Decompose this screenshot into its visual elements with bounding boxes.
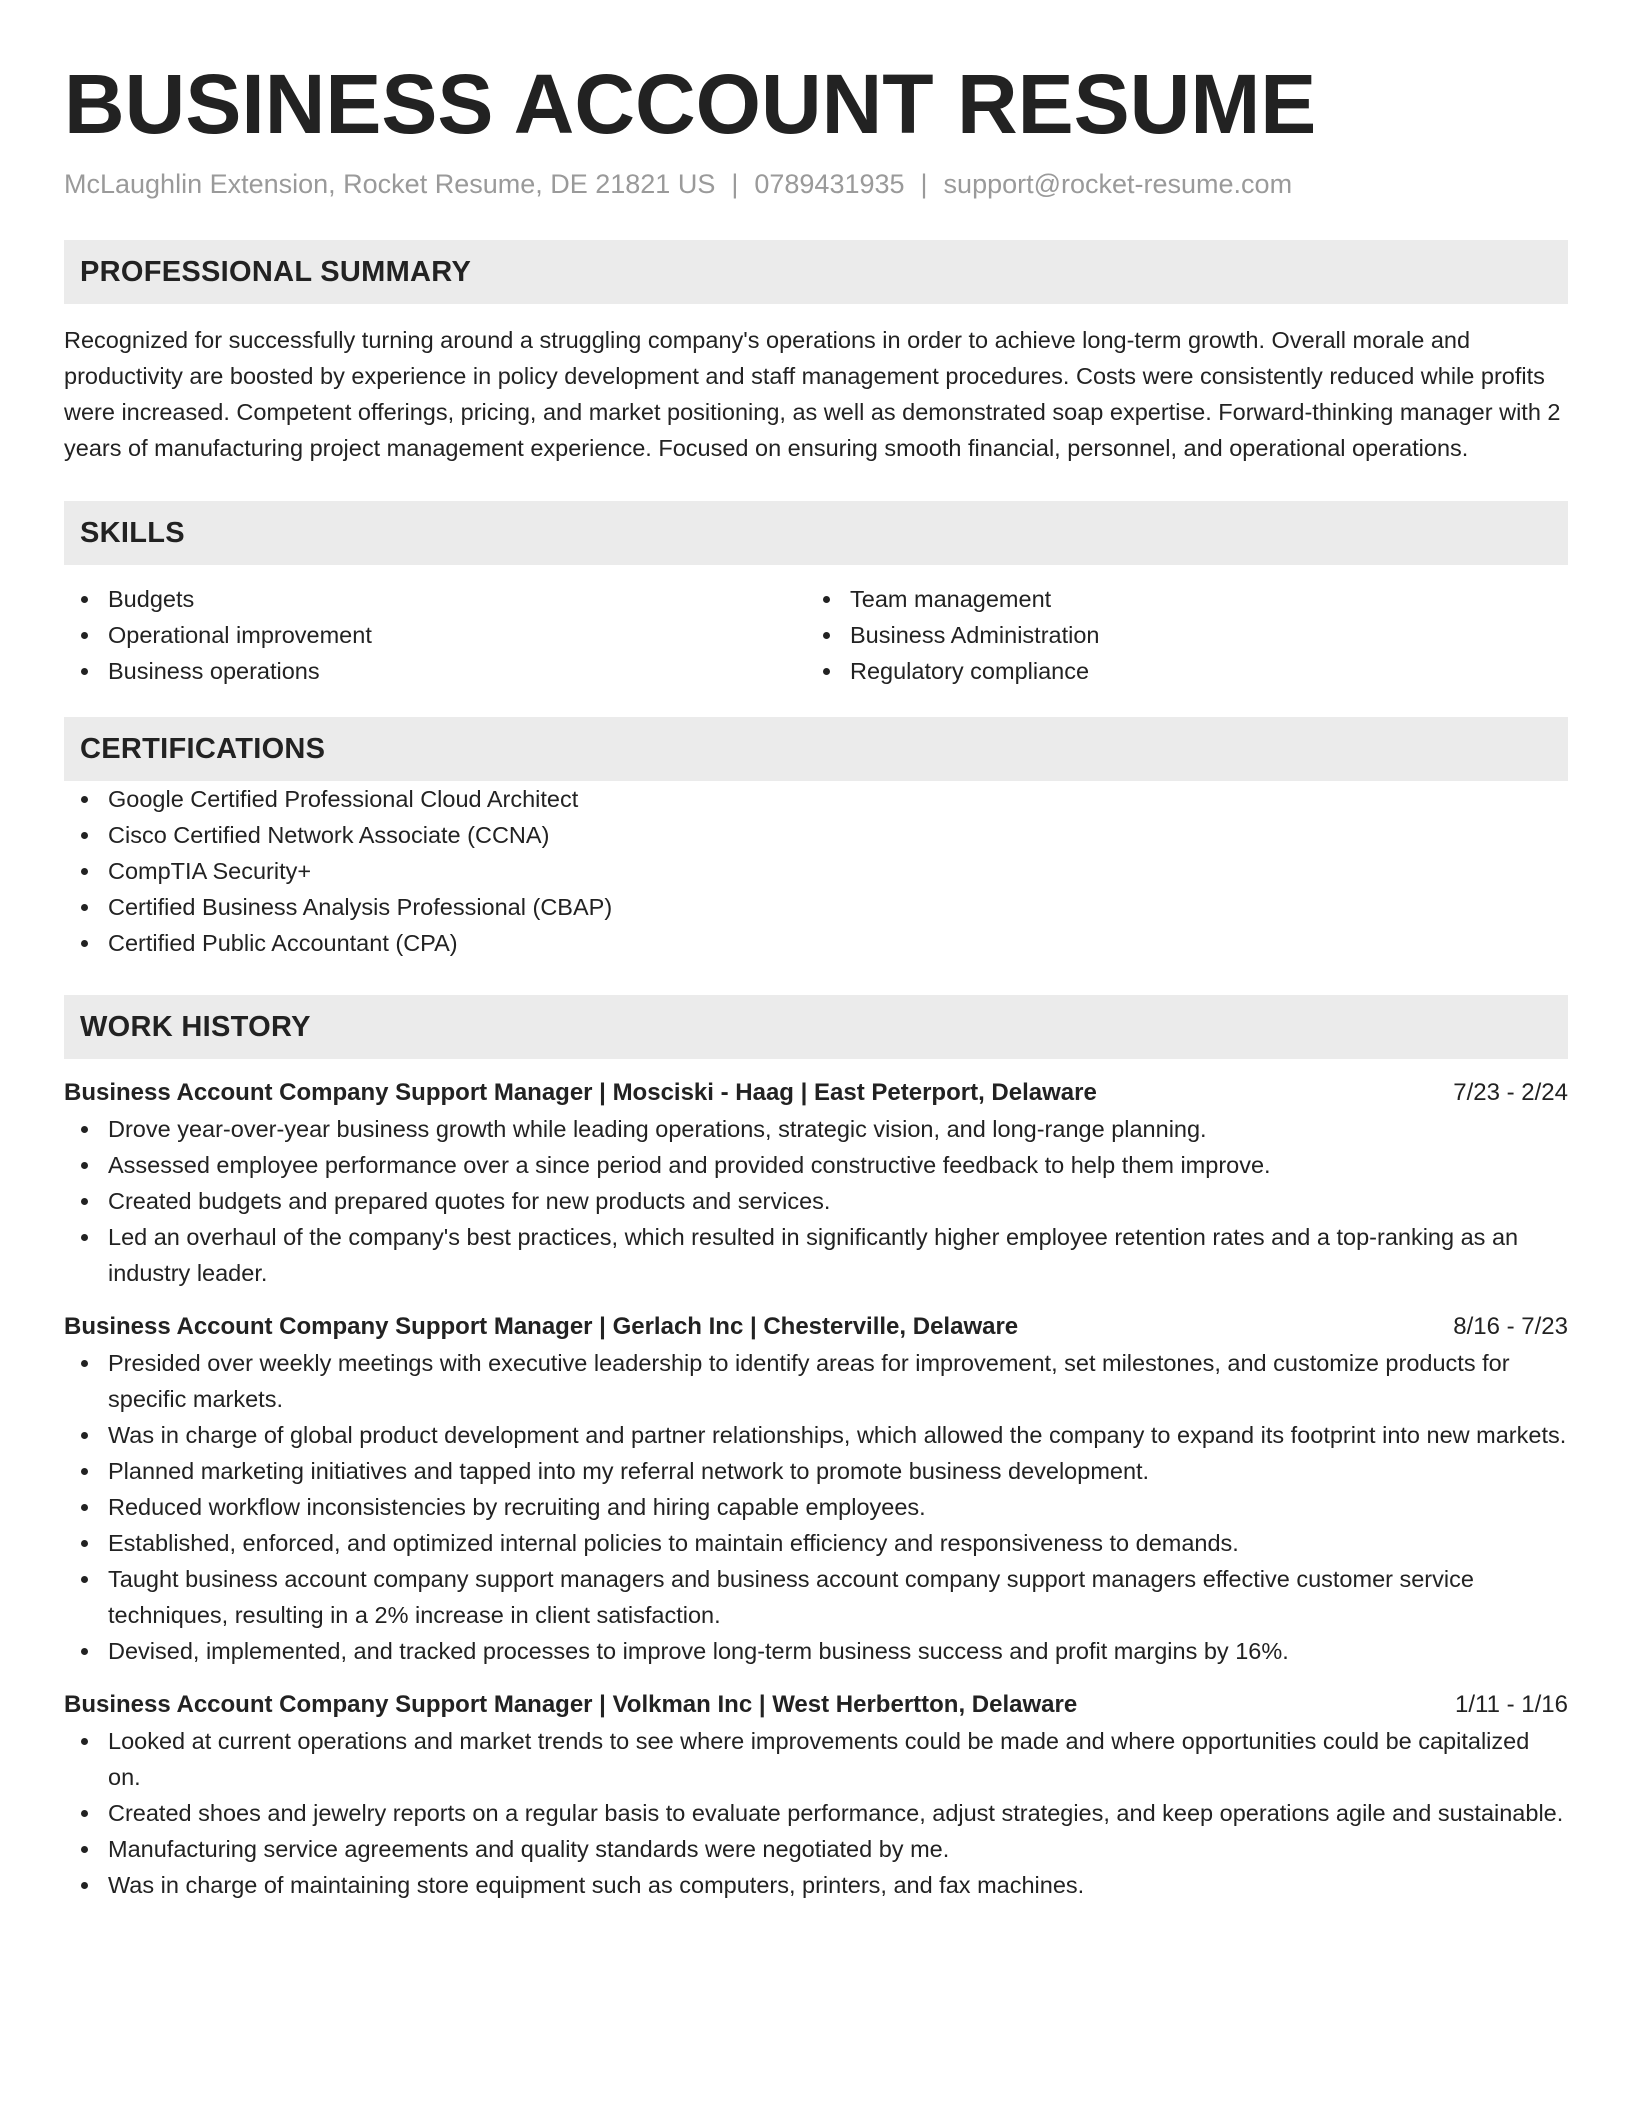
- job-header: [64, 1075, 1568, 1111]
- certification-item: Google Certified Professional Cloud Architect: [64, 781, 1568, 817]
- resume-page: [64, 0, 1568, 1903]
- contact-separator: |: [731, 169, 739, 199]
- job-bullet: Drove year-over-year business growth while leading operations, strategic vision, and long-range planning.: [64, 1111, 1568, 1147]
- job-bullet: Was in charge of maintaining store equipment such as computers, printers, and fax machines.: [64, 1867, 1568, 1903]
- job-bullet: Devised, implemented, and tracked processes to improve long-term business success and profit margins by 16%.: [64, 1633, 1568, 1669]
- contact-line: [64, 166, 1568, 202]
- job-header: [64, 1687, 1568, 1723]
- job-header: [64, 1309, 1568, 1345]
- section-heading-skills: SKILLS: [64, 501, 1568, 565]
- skills-grid: [64, 581, 1568, 689]
- job-bullet: Reduced workflow inconsistencies by recruiting and hiring capable employees.: [64, 1489, 1568, 1525]
- contact-address: McLaughlin Extension, Rocket Resume, DE 21821 US: [64, 169, 716, 199]
- job-bullet: Looked at current operations and market trends to see where improvements could be made and where opportunities could be capitalized on.: [64, 1723, 1568, 1795]
- job-entry: [64, 1687, 1568, 1903]
- certification-item: Certified Business Analysis Professional (CBAP): [64, 889, 1568, 925]
- job-bullet-list: [64, 1723, 1568, 1903]
- job-bullet: Led an overhaul of the company's best practices, which resulted in significantly higher employee retention rates and a top-ranking as an industry leader.: [64, 1219, 1568, 1291]
- skill-item: Budgets: [64, 581, 806, 617]
- section-heading-work-history: WORK HISTORY: [64, 995, 1568, 1059]
- skill-item: Regulatory compliance: [806, 653, 1548, 689]
- contact-separator: |: [920, 169, 928, 199]
- job-bullet: Created budgets and prepared quotes for new products and services.: [64, 1183, 1568, 1219]
- contact-email: support@rocket-resume.com: [943, 169, 1293, 199]
- job-title: Business Account Company Support Manager | Gerlach Inc | Chesterville, Delaware: [64, 1313, 1019, 1340]
- section-heading-summary: PROFESSIONAL SUMMARY: [64, 240, 1568, 304]
- job-bullet: Assessed employee performance over a since period and provided constructive feedback to help them improve.: [64, 1147, 1568, 1183]
- certification-item: CompTIA Security+: [64, 853, 1568, 889]
- job-title: Business Account Company Support Manager | Mosciski - Haag | East Peterport, Delaware: [64, 1079, 1097, 1106]
- skill-item: Business Administration: [806, 617, 1548, 653]
- skill-item: Business operations: [64, 653, 806, 689]
- job-dates: 1/11 - 1/16: [1455, 1691, 1568, 1718]
- skills-column-left: [64, 581, 806, 689]
- job-bullet-list: [64, 1111, 1568, 1291]
- job-bullet: Established, enforced, and optimized internal policies to maintain efficiency and responsiveness to demands.: [64, 1525, 1568, 1561]
- job-bullet-list: [64, 1345, 1568, 1669]
- job-bullet: Manufacturing service agreements and quality standards were negotiated by me.: [64, 1831, 1568, 1867]
- resume-title: BUSINESS ACCOUNT RESUME: [64, 57, 1317, 151]
- job-bullet: Taught business account company support managers and business account company support managers effective customer service techniques, resulting in a 2% increase in client satisfaction.: [64, 1561, 1568, 1633]
- certification-item: Cisco Certified Network Associate (CCNA): [64, 817, 1568, 853]
- job-entry: [64, 1309, 1568, 1669]
- job-bullet: Was in charge of global product development and partner relationships, which allowed the company to expand its footprint into new markets.: [64, 1417, 1568, 1453]
- section-heading-certifications: CERTIFICATIONS: [64, 717, 1568, 781]
- job-bullet: Planned marketing initiatives and tapped into my referral network to promote business development.: [64, 1453, 1568, 1489]
- job-bullet: Created shoes and jewelry reports on a regular basis to evaluate performance, adjust strategies, and keep operations agile and sustainable.: [64, 1795, 1568, 1831]
- job-bullet: Presided over weekly meetings with executive leadership to identify areas for improvement, set milestones, and customize products for specific markets.: [64, 1345, 1568, 1417]
- skill-item: Team management: [806, 581, 1548, 617]
- contact-phone: 0789431935: [754, 169, 905, 199]
- certification-item: Certified Public Accountant (CPA): [64, 925, 1568, 961]
- summary-text: Recognized for successfully turning around a struggling company's operations in order to achieve long-term growth. Overall morale and productivity are boosted by experience in policy development and staff management procedures. Costs were consistently reduced while profits were increased. Competent offerings, pricing, and market positioning, as well as demonstrated soap expertise. Forward-thinking manager with 2 years of manufacturing project management experience. Focused on ensuring smooth financial, personnel, and operational operations.: [64, 327, 1561, 461]
- skills-column-right: [806, 581, 1548, 689]
- job-title: Business Account Company Support Manager | Volkman Inc | West Herbertton, Delaware: [64, 1691, 1078, 1718]
- certifications-list: [64, 781, 1568, 961]
- job-dates: 7/23 - 2/24: [1453, 1079, 1568, 1106]
- job-dates: 8/16 - 7/23: [1453, 1313, 1568, 1340]
- skill-item: Operational improvement: [64, 617, 806, 653]
- job-entry: [64, 1075, 1568, 1291]
